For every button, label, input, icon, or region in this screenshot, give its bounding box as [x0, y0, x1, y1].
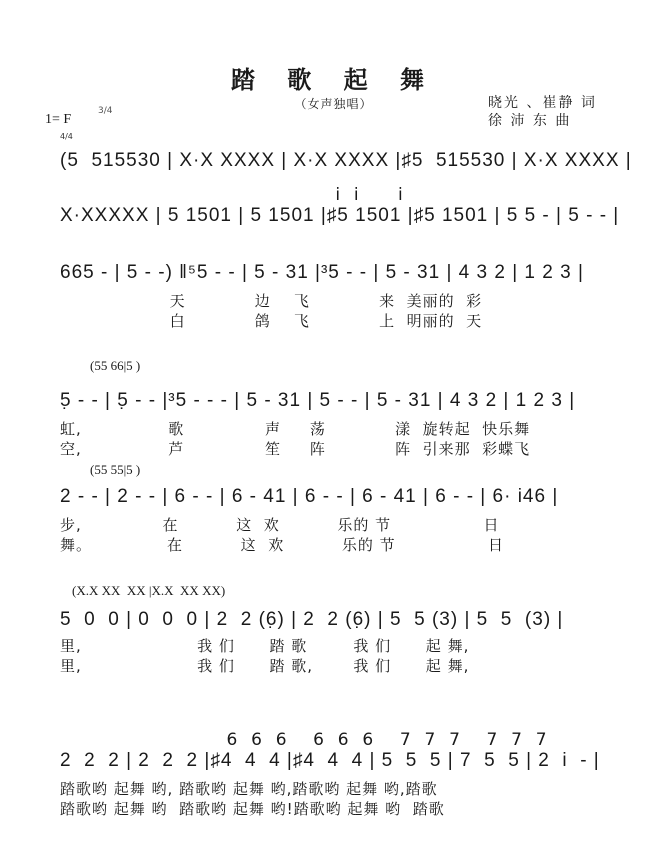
key-signature: 1= F [45, 112, 72, 127]
notes: (5 515530 | X·X XXXX | X·X XXXX |♯5 515530 | X·X XXXX | [60, 150, 632, 171]
ossia: (55 55|5 ) [90, 462, 141, 477]
lyric-verse-2: 里, 我 们 踏 歌, 我 们 起 舞, [60, 657, 470, 675]
intro-meter: 4/4 [60, 132, 73, 141]
lyric-verse-1: 里, 我 们 踏 歌 我 们 起 舞, [60, 637, 470, 655]
upper-notes: i i i [60, 185, 404, 205]
lyric-verse-1: 天 边 飞 来 美丽的 彩 [60, 292, 483, 310]
notes: 2 2 2 | 2 2 2 |♯4 4 4 |♯4 4 4 | 5 5 5 | 7 5 5 | 2 i - | [60, 750, 600, 771]
lyricist: 晓光 、崔静 词 [488, 95, 597, 111]
notes: 5 0 0 | 0 0 0 | 2 2 (6̣) | 2 2 (6̣) | 5 5 (3) | 5 5 (3) | [60, 609, 564, 630]
ossia: (55 66|5 ) [90, 358, 141, 373]
lyric-verse-2: 舞。 在 这 欢 乐的 节 日 [60, 536, 504, 554]
notes: 665 - | 5 - -) ‖⁵5 - - | 5 - 31 |³5 - - | 5 - 31 | 4 3 2 | 1 2 3 | [60, 262, 584, 283]
rhythm-accompaniment: (X.X XX XX |X.X XX XX) [72, 583, 226, 598]
notes: 5̣ - - | 5̣ - - |³5 - - - | 5 - 31 | 5 - - | 5 - 31 | 4 3 2 | 1 2 3 | [60, 390, 576, 411]
song-title: 踏 歌 起 舞 [230, 65, 437, 94]
time-signature: 3/4 [98, 106, 113, 116]
song-subtitle: （女声独唱） [294, 97, 373, 111]
lyric-verse-1: 踏歌哟 起舞 哟, 踏歌哟 起舞 哟,踏歌哟 起舞 哟,踏歌 [60, 780, 438, 798]
lyric-verse-2: 空, 芦 笙 阵 阵 引来那 彩蝶飞 [60, 440, 531, 458]
composer: 徐 沛 东 曲 [488, 113, 572, 129]
credits [488, 94, 597, 130]
lyric-verse-2: 白 鸽 飞 上 明丽的 天 [60, 312, 483, 330]
lyric-verse-1: 步, 在 这 欢 乐的 节 日 [60, 516, 500, 534]
lyric-verse-1: 虹, 歌 声 荡 漾 旋转起 快乐舞 [60, 420, 531, 438]
lyric-verse-2: 踏歌哟 起舞 哟 踏歌哟 起舞 哟!踏歌哟 起舞 哟 踏歌 [60, 800, 445, 818]
notes: X·XXXXX | 5 1501 | 5 1501 |♯5 1501 |♯5 1501 | 5 5 - | 5 - - | [60, 205, 620, 226]
upper-notes: 6 6 6 6 6 6 7 7 7 7 7 7 [60, 730, 548, 750]
notes: 2 - - | 2 - - | 6 - - | 6 - 41 | 6 - - | 6 - 41 | 6 - - | 6· i46 | [60, 486, 559, 507]
